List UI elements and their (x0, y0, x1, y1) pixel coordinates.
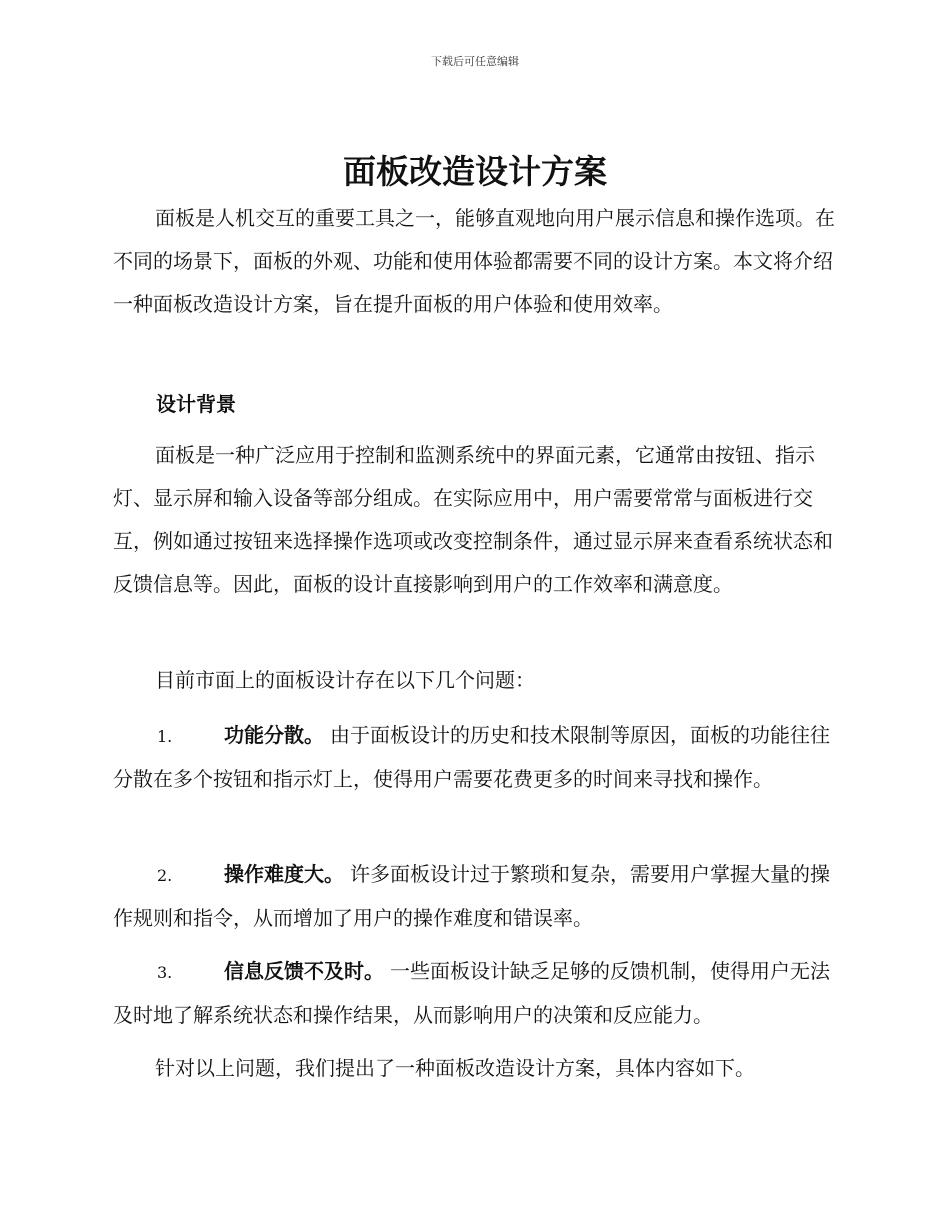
list-item-3 (113, 950, 838, 1037)
background-paragraph: 面板是一种广泛应用于控制和监测系统中的界面元素，它通常由按钮、指示灯、显示屏和输入设备等部分组成。在实际应用中，用户需要常常与面板进行交互，例如通过按钮来选择操作选项或改变控制条件，通过显示屏来查看系统状态和反馈信息等。因此，面板的设计直接影响到用户的工作效率和满意度。 (113, 443, 833, 596)
list-item-2 (113, 853, 838, 940)
list-item-text: 一些面板设计缺乏足够的反馈机制，使得用户无法及时地了解系统状态和操作结果，从而影响用户的决策和反应能力。 (113, 959, 830, 1027)
list-item-1 (113, 714, 838, 801)
list-item-text: 许多面板设计过于繁琐和复杂，需要用户掌握大量的操作规则和指令，从而增加了用户的操作难度和错误率。 (113, 862, 830, 930)
header-note: 下载后可任意编辑 (431, 55, 519, 68)
list-number: 1. (157, 727, 173, 746)
closing-paragraph: 针对以上问题，我们提出了一种面板改造设计方案，具体内容如下。 (155, 1056, 755, 1080)
intro-paragraph: 面板是人机交互的重要工具之一，能够直观地向用户展示信息和操作选项。在不同的场景下，面板的外观、功能和使用体验都需要不同的设计方案。本文将介绍一种面板改造设计方案，旨在提升面板的用户体验和使用效率。 (113, 206, 835, 316)
list-item-title: 功能分散。 (224, 723, 324, 747)
list-item-title: 信息反馈不及时。 (224, 959, 384, 983)
document-title: 面板改造设计方案 (343, 152, 607, 191)
section-heading-background: 设计背景 (156, 392, 236, 416)
list-number: 3. (157, 963, 173, 982)
list-number: 2. (157, 866, 173, 885)
list-item-text: 由于面板设计的历史和技术限制等原因，面板的功能往往分散在多个按钮和指示灯上，使得用户需要花费更多的时间来寻找和操作。 (113, 723, 830, 791)
list-item-title: 操作难度大。 (224, 862, 344, 886)
problems-intro-paragraph: 目前市面上的面板设计存在以下几个问题： (155, 668, 535, 692)
